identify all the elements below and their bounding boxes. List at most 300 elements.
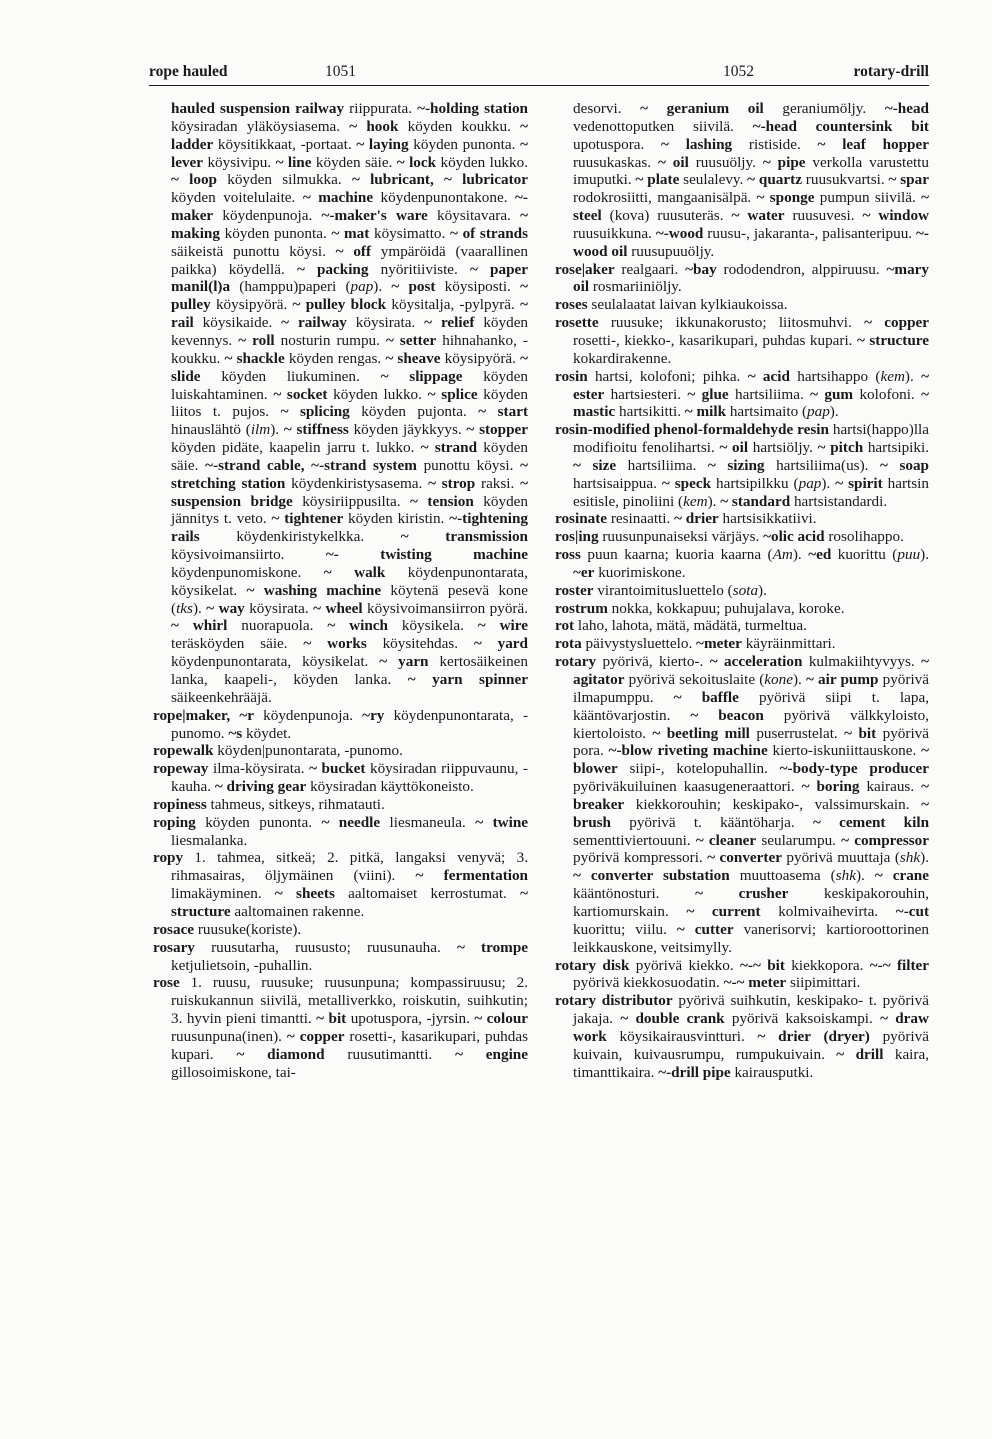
entry-text: köysiradan riippuvaunu, -kauha. [171, 760, 528, 796]
entry-text: siipi-, kotelopuhallin. [617, 760, 780, 778]
entry-field-label: Am [772, 546, 793, 564]
entry-term: ~ strand [420, 439, 478, 457]
entry-term: ~ crusher [695, 885, 789, 903]
entry-text: hartsipiki. [863, 439, 930, 457]
entry-text: köydenpunoja. [213, 207, 322, 225]
entry-text: pyörivä t. kääntöharja. [611, 813, 813, 831]
entry-text: köysikela. [387, 617, 478, 635]
entry-term: ~ pitch [817, 439, 864, 457]
entry-text: kokardirakenne. [573, 349, 672, 367]
entry-text: köysitikkaat, -portaat. [213, 135, 357, 153]
entry-term: ~ quartz [747, 171, 802, 189]
entry-text: siipimittari. [786, 974, 861, 992]
entry-text: rosetti-, kiekko-, kasarikupari, puhdas kupari. [573, 331, 857, 349]
entry-term: ~ converter substation [573, 867, 730, 885]
entry-field-label: kem [683, 492, 708, 510]
entry-text: nokka, kokkapuu; puhujalava, koroke. [607, 599, 845, 617]
entry-term: ~-drill pipe [658, 1063, 731, 1081]
entry-text: hartsimaito ( [726, 403, 808, 421]
entry-text: pyörivä kuivain, kuivausrumpu, rumpukuivain. [573, 1027, 929, 1063]
entry-text: köysivoimansiirto. [171, 546, 326, 564]
entry-term: ~-wood oil [573, 224, 929, 260]
entry-text: hinauslähtö ( [171, 421, 251, 439]
entry-text: limakäyminen. [171, 885, 275, 903]
entry-text: ruusuke(koriste). [194, 920, 302, 938]
entry-text: ruusunpunaiseksi värjäys. [598, 528, 764, 546]
entry-text: pyörivä kiekkosuodatin. [573, 974, 724, 992]
entry-text: upotuspora, -jyrsin. [346, 1010, 475, 1028]
entry-text: kuorittu ( [831, 546, 898, 564]
entry-text: ruusupuuöljy. [627, 242, 715, 260]
entry-text: ketjulietsoin, -puhallin. [171, 956, 313, 974]
entry-term: rosin [555, 367, 588, 385]
entry-text: ). [373, 278, 392, 296]
entry-text: ilma-köysirata. [208, 760, 310, 778]
entry-text: rodokrosiitti, mangaanisälpä. [573, 189, 757, 207]
entry-text: pyörivä pora. [573, 724, 929, 760]
entry-term: ~ size [573, 456, 617, 474]
entry-term: rosin-modified phenol-formaldehyde resin [555, 421, 829, 439]
entry-text: köydenpunoja. [253, 706, 363, 724]
entry-text: keskipakorouhin, kartiomurskain. [573, 885, 929, 920]
entry-term: ~ suspension bridge [171, 474, 529, 510]
entry-text: seularumpu. [756, 831, 842, 849]
dictionary-entry [555, 261, 929, 297]
entry-term: ~ draw work [573, 1010, 929, 1045]
entry-term: ~ trompe [456, 938, 529, 956]
entry-text: köysikaide. [193, 314, 282, 332]
entry-text: käyräinmittari. [741, 635, 836, 653]
entry-text: ruusuke; ikkunakorusto; liitosmuhvi. [598, 314, 865, 332]
entry-text: pyörivä suihkutin, keskipako- t. pyörivä jakaja. [573, 992, 929, 1028]
entry-text: köysimatto. [369, 224, 450, 242]
entry-term: ~ current [686, 902, 761, 920]
entry-term: ~-~ filter [869, 956, 930, 974]
entry-text: rododendron, alppiruusu. [716, 260, 887, 278]
entry-text: köydenpunontarata, köysikelat. [171, 563, 528, 599]
entry-term: ~-maker [171, 189, 528, 225]
entry-field-label: ilm [250, 421, 271, 439]
entry-text: ). [855, 867, 875, 885]
entry-text: punottu köysi. [416, 456, 521, 474]
entry-term: ~ beetling mill [652, 724, 750, 742]
entry-term: ~ acceleration [709, 653, 803, 671]
entry-term: ~ walk [323, 563, 386, 581]
entry-term: ~ slide [171, 349, 528, 385]
entry-term: ~ structure [856, 331, 929, 349]
entry-text: köydenpunontarata, -punomo. [171, 706, 528, 742]
entry-text: köyden punonta. [408, 135, 521, 153]
entry-text: pyörivä kiekko. [629, 956, 740, 974]
entry-term: ~ structure [171, 885, 528, 920]
entry-term: ~ leaf hopper [817, 135, 929, 153]
entry-term: ~ copper [864, 314, 929, 332]
entry-term: ~ ladder [171, 117, 528, 153]
entry-text: teräsköyden säie. [171, 635, 304, 653]
entry-text: ruusukvartsi. [801, 171, 889, 189]
entry-text: ). [829, 403, 839, 421]
entry-text: puun kaarna; kuoria kaarna ( [580, 546, 773, 564]
entry-text: verkolla varustettu imuputki. [573, 153, 929, 189]
entry-term: ~ yarn [379, 653, 429, 671]
entry-term: ~ soap [880, 456, 929, 474]
entry-text: pyörivä muuttaja ( [781, 849, 900, 867]
entry-term: ~ cement kiln [812, 813, 930, 831]
entry-term: ~ transmission [400, 528, 528, 546]
entry-term: ~ drill [836, 1045, 884, 1063]
entry-term: ~ rail [171, 296, 528, 332]
entry-term: ~ paper manil(l)a [171, 260, 528, 296]
dictionary-entry [153, 814, 528, 850]
entry-term: ~er [573, 563, 595, 581]
entry-text: ). [904, 367, 922, 385]
entry-term: ~ sheets [274, 885, 335, 903]
dictionary-entry [153, 100, 528, 707]
entry-term: ~ needle [321, 813, 381, 831]
entry-term: rose|aker [555, 260, 615, 278]
entry-text: köysipyörä. [440, 349, 521, 367]
entry-text: hartsistandardi. [790, 492, 888, 510]
entry-text: hartsiliima. [616, 456, 708, 474]
entry-term: rosinate [555, 510, 608, 528]
dictionary-entry [153, 707, 528, 743]
entry-text: köyden luiskahtaminen. [171, 367, 528, 403]
entry-text: köysiposti. [435, 278, 521, 296]
entry-text: pyörivä, kierto-. [596, 653, 710, 671]
entry-text: ruusutimantti. [324, 1045, 456, 1063]
entry-text: kertosäikeinen lanka, kaapeli-, köyden lanka. [171, 653, 529, 688]
entry-term: ~ed [808, 546, 832, 564]
entry-text: hartsiliima. [728, 385, 811, 403]
entry-text: tahmeus, sitkeys, rihmatauti. [206, 795, 385, 813]
entry-term: ~-maker's ware [321, 207, 428, 225]
entry-text: köyden koukku. [398, 117, 521, 135]
entry-term: ~ whirl [171, 617, 228, 635]
entry-text: rosolihappo. [824, 528, 904, 546]
entry-term: ~ diamond [236, 1045, 325, 1063]
dictionary-entry [555, 296, 929, 314]
left-page-number: 1051 [325, 63, 356, 80]
entry-term: ~ pipe [762, 153, 806, 171]
dictionary-entry [555, 582, 929, 600]
entry-text: köyden lukko. [327, 385, 428, 403]
entry-text: köyden|punontarata, -punomo. [213, 742, 403, 760]
dictionary-entry [555, 992, 929, 1081]
entry-text: köysiradan yläköysiasema. [171, 117, 350, 135]
entry-text: puserrustelat. [749, 724, 845, 742]
dictionary-entry [153, 921, 528, 939]
entry-term: ropy [153, 849, 184, 867]
entry-text: pumpun siivilä. [814, 189, 922, 207]
entry-text: hihnahanko, -koukku. [171, 331, 528, 367]
entry-text: vanerisorvi; kartioroottorinen leikkauskone, veitsimylly. [573, 920, 929, 956]
entry-term: ~-cut [895, 902, 929, 920]
entry-text: ). [792, 671, 806, 688]
entry-term: ~ mastic [573, 385, 929, 421]
entry-term: ~ baffle [673, 688, 739, 706]
entry-term: ropiness [153, 795, 207, 813]
entry-text: 1. ruusu, ruusuke; ruusunpuna; kompassiruusu; 2. ruiskukannun siivilä, metalliverkko, roiskutin, suihkutin; 3. hyvin pieni timantti. [171, 974, 528, 1028]
entry-text: kiekkorouhin; keskipako-, valssimurskain. [624, 795, 922, 813]
entry-text: hartsisikkatiivi. [718, 510, 817, 528]
entry-text: köyden rengas. [284, 349, 386, 367]
entry-term: ~ mat [331, 224, 370, 242]
entry-term: ~ drier (dryer) [757, 1027, 870, 1045]
entry-text: ). [792, 546, 809, 564]
entry-text: pyörivä ilmapumppu. [573, 671, 930, 706]
dictionary-entry [555, 600, 929, 618]
entry-text: säikeenkehrääjä. [171, 688, 272, 706]
entry-text: hartsihappo ( [789, 367, 881, 385]
entry-term: rotary [555, 653, 597, 671]
entry-text: pyöriväkuiluinen kaasugeneraattori. [573, 778, 802, 796]
entry-term: ~ brush [573, 795, 929, 831]
entry-text: köydenpunontarata, köysikelat. [171, 653, 380, 671]
entry-text: raksi. [475, 474, 521, 492]
entry-text: pyörivä välkkyloisto, kiertoloisto. [573, 706, 929, 742]
entry-term: ~-body-type producer [779, 760, 929, 778]
entry-term: ~ start [478, 403, 529, 421]
entry-text: pyörivä kaksoiskampi. [724, 1010, 881, 1028]
entry-term: ~ agitator [573, 653, 929, 688]
entry-term: ~ tightener [271, 510, 344, 528]
dictionary-entry [555, 100, 929, 261]
entry-term: ~ pulley [171, 278, 529, 314]
entry-text: köyden pujonta. [349, 403, 479, 421]
entry-term: ~ drier [674, 510, 719, 528]
entry-term: ~ double crank [620, 1010, 725, 1028]
entry-text: gillosoimiskone, tai- [171, 1063, 296, 1081]
entry-text: hartsi, kolofoni; pihka. [587, 367, 748, 385]
entry-term: ~-head [884, 100, 929, 117]
entry-term: rot [555, 617, 575, 635]
entry-text: ruusuikkuna. [573, 224, 656, 242]
entry-term: ~ ester [573, 367, 930, 403]
entry-term: rope|maker, ~r [153, 706, 254, 724]
entry-text: pyörivä sekoituslaite ( [624, 671, 765, 688]
entry-term: ~ plate [635, 171, 680, 189]
entry-term: ~ water [731, 207, 785, 225]
entry-term: ~ copper [286, 1027, 345, 1045]
entry-text: upotuspora. [573, 135, 662, 153]
entry-text: köydenpunontakone. [373, 189, 516, 207]
entry-text: ). [707, 492, 721, 510]
entry-term: ~ blower [573, 742, 929, 778]
entry-term: ros|ing [555, 528, 599, 546]
entry-term: ~ oil [657, 153, 689, 171]
entry-term: ~ socket [273, 385, 328, 403]
entry-term: ~ spirit [835, 474, 883, 492]
entry-text: rosetti-, kasarikupari, puhdas kupari. [171, 1027, 529, 1063]
dictionary-entry [153, 849, 528, 920]
entry-text: köysitavara. [427, 207, 521, 225]
entry-term: ~ pulley block [292, 296, 387, 314]
entry-text: hartsiesteri. [604, 385, 688, 403]
entry-text: seulalaatat laivan kylkiaukoissa. [587, 296, 788, 314]
entry-field-label: pap [798, 474, 822, 492]
entry-text: (hamppu)paperi ( [230, 278, 351, 296]
entry-term: ~ tension [410, 492, 474, 510]
entry-term: rosary [153, 938, 195, 956]
entry-text: kierto-iskuniittauskone. [767, 742, 922, 760]
entry-term: ~ slippage [380, 367, 463, 385]
dictionary-entry [153, 742, 528, 760]
entry-term: ~-tightening rails [171, 510, 528, 546]
dictionary-entry [555, 510, 929, 528]
entry-term: ~ loop [171, 171, 217, 189]
entry-text: liesmaneula. [380, 813, 476, 831]
entry-term: ~ry [362, 706, 385, 724]
entry-term: ~ lever [171, 135, 528, 171]
entry-text: pyörivä kompressori. [573, 849, 708, 867]
entry-term: ~ wheel [313, 599, 363, 617]
entry-term: ~ geranium oil [640, 100, 764, 117]
entry-term: ~ engine [455, 1045, 528, 1063]
entry-text: hartsisaippua. [573, 474, 662, 492]
entry-text: köyden lukko. [436, 153, 528, 171]
entry-term: ~ breaker [573, 778, 929, 813]
entry-text: köyden punonta. [219, 224, 332, 242]
entry-text: nyöritiiviste. [368, 260, 470, 278]
entry-term: ~ post [391, 278, 436, 296]
dictionary-entry [555, 528, 929, 546]
entry-term: ~ window [862, 207, 930, 225]
entry-text: kolmivaihevirta. [760, 902, 896, 920]
entry-text: köydenpunomiskone. [171, 563, 324, 581]
entry-text: ristiside. [732, 135, 818, 153]
right-page-number: 1052 [723, 63, 754, 80]
entry-text: seulalevy. [679, 171, 748, 189]
page-header [149, 63, 929, 85]
entry-text: laho, lahota, mätä, mädätä, turmeltua. [574, 617, 807, 635]
entry-term: ~ sheave [385, 349, 441, 367]
entry-term: ~ gum [810, 385, 854, 403]
dictionary-entry [555, 635, 929, 653]
entry-text: hartsin esitisle, pinoliini ( [573, 474, 929, 510]
entry-text: ruusu-, jakaranta-, palisanteripuu. [703, 224, 917, 242]
entry-term: ~ works [303, 635, 367, 653]
entry-term: ~bay [685, 260, 717, 278]
dictionary-entry [555, 314, 929, 368]
entry-text: köysitalja, -pylpyrä. [386, 296, 521, 314]
entry-text: realgaari. [614, 260, 686, 278]
entry-term: ~ splice [427, 385, 478, 403]
entry-term: ~-blow riveting machine [608, 742, 768, 760]
entry-text: geraniumöljy. [763, 100, 885, 117]
entry-term: ~ crane [874, 867, 929, 885]
entry-term: ~ stiffness [283, 421, 349, 439]
entry-term: ~ stretching station [171, 456, 528, 492]
entry-term: ~ strop [428, 474, 476, 492]
entry-text: köytenä pesevä kone ( [171, 581, 528, 617]
entry-term: ~ lock [396, 153, 437, 171]
entry-term: ~-wood [655, 224, 704, 242]
entry-text: ruusukaskas. [573, 153, 658, 171]
entry-text: säikeistä punottu köysi. [171, 242, 336, 260]
entry-term: ~ hook [349, 117, 399, 135]
entry-term: rota [555, 635, 582, 653]
entry-text: köysivoimansiirron pyörä. [362, 599, 529, 617]
entry-term: ~-~ bit [740, 956, 785, 974]
entry-term: roster [555, 581, 594, 599]
entry-text: köyden kiristin. [343, 510, 450, 528]
entry-term: ~ machine [302, 189, 374, 207]
entry-text: köyden liitos t. pujos. [171, 385, 528, 421]
entry-text: hartsiöljy. [748, 439, 818, 457]
entry-term: ropewalk [153, 742, 214, 760]
entry-term: ~ milk [684, 403, 727, 421]
entry-term: ~ splicing [280, 403, 350, 421]
entry-term: ~ speck [661, 474, 712, 492]
entry-term: ~ compressor [841, 831, 930, 849]
dictionary-entry [153, 760, 528, 796]
entry-text: ruusutarha, ruususto; ruusunauha. [194, 938, 457, 956]
entry-text: köysirata. [244, 599, 314, 617]
entry-text: köysiradan käyttökoneisto. [306, 778, 474, 796]
entry-term: ~ cleaner [695, 831, 757, 849]
dictionary-entry [555, 546, 929, 582]
entry-text: ruusuöljy. [688, 153, 763, 171]
entry-text: kulmakiihtyvyys. [802, 653, 922, 671]
entry-field-label: shk [899, 849, 921, 867]
entry-term: ~olic acid [763, 528, 825, 546]
entry-term: ~ laying [356, 135, 409, 153]
left-running-head: rope hauled [149, 63, 228, 80]
entry-term: ~ boring [801, 778, 860, 796]
entry-text: ). [920, 546, 930, 564]
entry-term: ~ glue [687, 385, 729, 403]
entry-text: ). [821, 474, 836, 492]
entry-term: ~meter [696, 635, 742, 653]
entry-text: kääntönosturi. [573, 885, 696, 903]
entry-term: ~ washing machine [246, 581, 382, 599]
entry-text: köyden punonta. [195, 813, 322, 831]
entry-text: päivystysluettelo. [581, 635, 697, 653]
entry-term: ~-head countersink bit [752, 117, 929, 135]
entry-term: ~ standard [720, 492, 791, 510]
entry-term: ~ shackle [224, 349, 285, 367]
entry-text: hartsiliima(us). [764, 456, 880, 474]
entry-term: ~ bucket [309, 760, 366, 778]
right-running-head: rotary-drill [853, 63, 929, 80]
entry-text: sementtiviertouuni. [573, 831, 696, 849]
entry-term: ~ twine [475, 813, 529, 831]
entry-term: ~ making [171, 207, 529, 242]
entry-term: ~ fermentation [415, 867, 529, 885]
entry-term: ~-strand cable, ~-strand system [205, 456, 417, 474]
entry-text: ympäröidä (vaarallinen paikka) köydellä. [171, 242, 528, 278]
entry-term: ~ roll [238, 331, 275, 349]
entry-text: köyden voitelulaite. [171, 189, 303, 207]
entry-term: ~ driving gear [214, 778, 307, 796]
entry-text: ruusunpuna(inen). [171, 1027, 287, 1045]
entry-term: ~ sizing [707, 456, 765, 474]
entry-term: rosace [153, 920, 195, 938]
entry-term: ~ stopper [466, 421, 529, 439]
entry-term: hauled suspension railway [171, 100, 345, 117]
entry-term: roping [153, 813, 196, 831]
entry-term: ~-holding station [417, 100, 528, 117]
entry-text: virantoimitusluettelo ( [593, 581, 733, 599]
entry-text: köydet. [242, 724, 292, 742]
entry-term: ~ spar [888, 171, 929, 189]
entry-text: kiekkopora. [784, 956, 870, 974]
entry-text: köyden jäykkyys. [348, 421, 467, 439]
entry-term: ~ yarn spinner [407, 671, 528, 688]
entry-text: ). [920, 849, 929, 867]
entry-term: ~ beacon [690, 706, 764, 724]
entry-term: roses [555, 296, 588, 314]
